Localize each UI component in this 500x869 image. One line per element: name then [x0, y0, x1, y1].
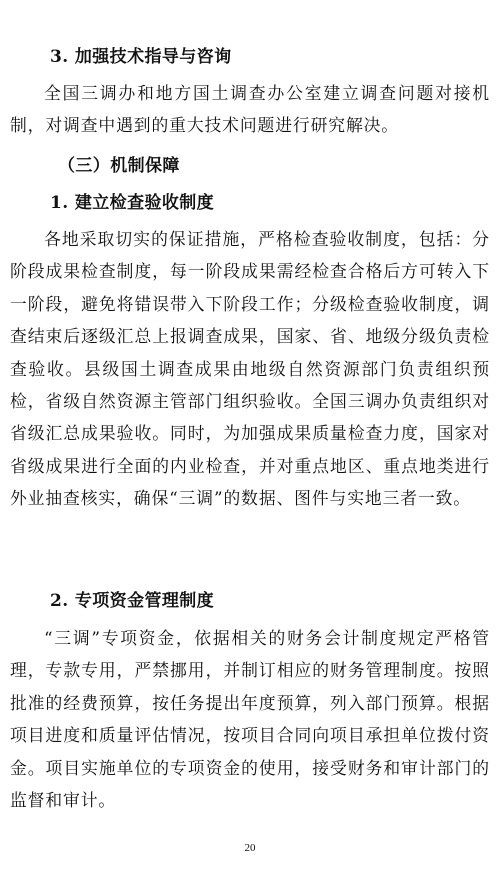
- section-heading-mechanism-guarantee: （三）机制保障: [58, 156, 180, 176]
- section-heading-special-funds: 2. 专项资金管理制度: [50, 591, 215, 611]
- section-heading-inspection-acceptance: 1. 建立检查验收制度: [50, 193, 215, 213]
- paragraph-technical-guidance: 全国三调办和地方国土调查办公室建立调查问题对接机制，对调查中遇到的重大技术问题进行研究解决。: [10, 83, 490, 136]
- section-heading-technical-guidance: 3. 加强技术指导与咨询: [50, 47, 232, 67]
- paragraph-special-funds: “三调”专项资金，依据相关的财务会计制度规定严格管理，专款专用，严禁挪用，并制订相应的财务管理制度。按照批准的经费预算，按任务提出年度预算，列入部门预算。根据项目进度和质量评估情况，按项目合同向项目承担单位拨付资金。项目实施单位的专项资金的使用，接受财务和审计部门的监督和审计。: [10, 628, 490, 811]
- page-number: 20: [244, 842, 256, 854]
- paragraph-inspection-acceptance: 各地采取切实的保证措施，严格检查验收制度，包括：分阶段成果检查制度，每一阶段成果需经检查合格后方可转入下一阶段，避免将错误带入下阶段工作；分级检查验收制度，调查结束后逐级汇总上报调查成果，国家、省、地级分级负责检查验收。县级国土调查成果由地级自然资源部门负责组织预检，省级自然资源主管部门组织验收。全国三调办负责组织对省级汇总成果验收。同时，为加强成果质量检查力度，国家对省级成果进行全面的内业检查，并对重点地区、重点地类进行外业抽查核实，确保“三调”的数据、图件与实地三者一致。: [10, 229, 490, 509]
